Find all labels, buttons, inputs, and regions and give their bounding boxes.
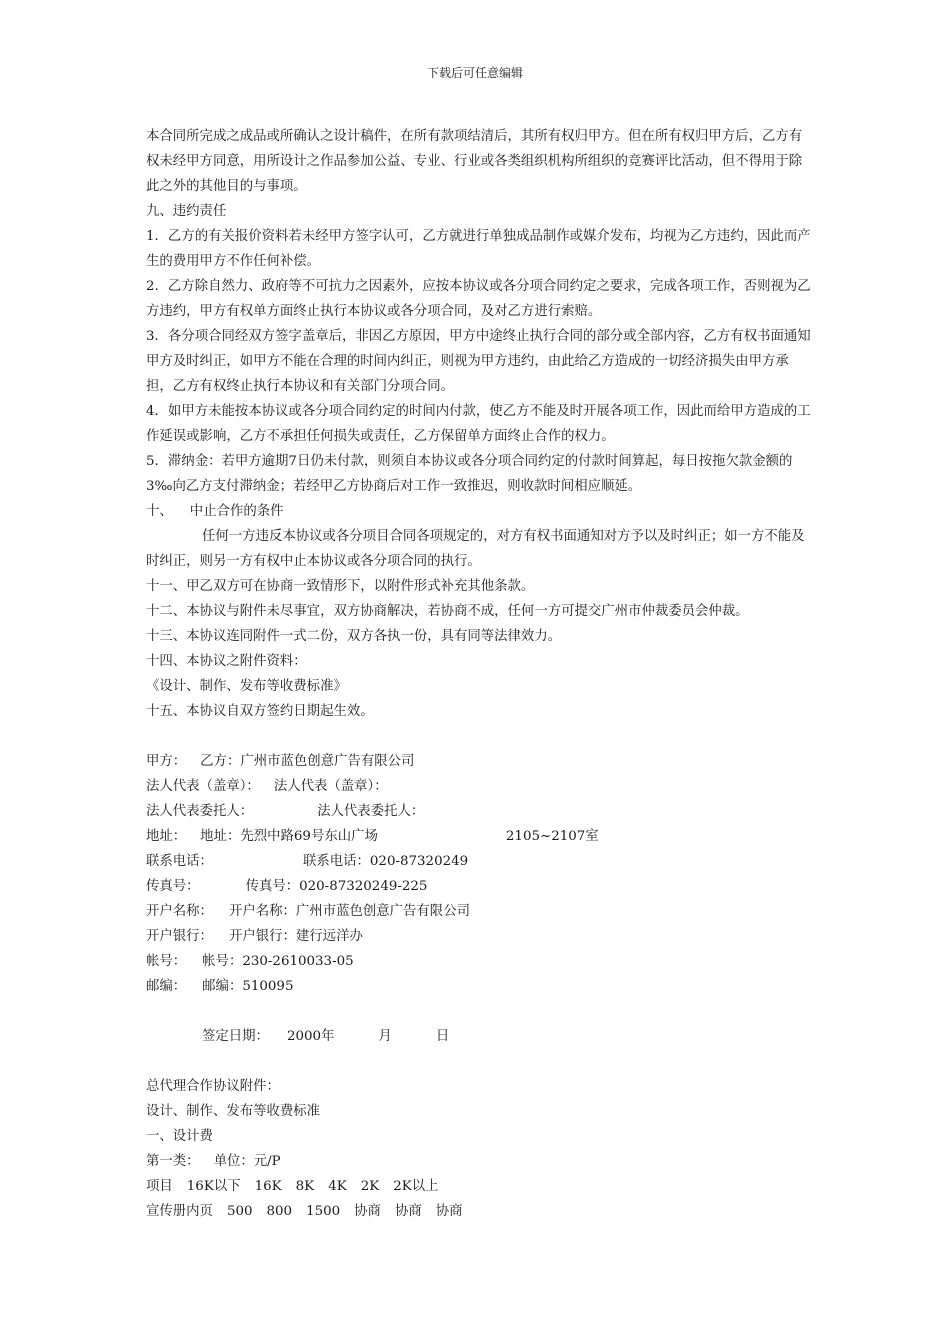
signing-year: 2000年: [286, 1029, 335, 1044]
section-10-text: 任何一方违反本协议或各分项目合同各项规定的，对方有权书面通知对方予以及时纠正；如一方不能及时纠正，则另一方有权中止本协议或各分项合同的执行。: [146, 529, 805, 569]
address-b-value: 地址：先烈中路69号东山广场: [200, 829, 378, 844]
header-cell-2k: 2K: [360, 1179, 380, 1194]
fax-row: [146, 874, 812, 899]
header-cell-over-2k: 2K以上: [393, 1179, 439, 1194]
breach-item-5: 5．滞纳金：若甲方逾期7日仍未付款，则须自本协议或各分项合同约定的付款时间算起，每日按拖欠款金额的3‰向乙方支付滞纳金；若经甲乙方协商后对工作一致推迟，则收款时间相应顺延。: [146, 454, 793, 494]
ownership-paragraph: 本合同所完成之成品或所确认之设计稿件，在所有款项结清后，其所有权归甲方。但在所有权归甲方后，乙方有权未经甲方同意，用所设计之作品参加公益、专业、行业或各类组织机构所组织的竞赛评比活动，但不得用于除此之外的其他目的与事项。: [146, 129, 803, 194]
section-15: 十五、本协议自双方签约日期起生效。: [146, 704, 374, 719]
rep-row: [146, 774, 812, 799]
signing-month: 月: [378, 1029, 392, 1044]
row-cell-over-2k: 协商: [435, 1204, 463, 1219]
agent-b-label: 法人代表委托人：: [317, 804, 425, 819]
account-number-b-value: 帐号：230-2610033-05: [202, 954, 354, 969]
annex-subtitle: 设计、制作、发布等收费标准: [146, 1104, 321, 1119]
account-number-row: [146, 949, 812, 974]
bank-b-value: 开户银行：建行远洋办: [228, 929, 363, 944]
row-cell-8k: 1500: [306, 1204, 341, 1219]
party-row: [146, 749, 812, 774]
section-10-heading: 十、 中止合作的条件: [146, 504, 284, 519]
row-cell-16k: 800: [266, 1204, 293, 1219]
signing-date-row: [146, 1024, 812, 1049]
header-cell-8k: 8K: [295, 1179, 315, 1194]
class-1-label: 第一类：: [146, 1154, 200, 1169]
breach-item-4: 4．如甲方未能按本协议或各分项合同约定的时间内付款，使乙方不能及时开展各项工作，因此而给甲方造成的工作延误或影响，乙方不承担任何损失或责任，乙方保留单方面终止合作的权力。: [146, 404, 811, 444]
bank-row: [146, 924, 812, 949]
signing-date-label: 签定日期：: [202, 1029, 269, 1044]
zip-a-label: 邮编：: [146, 979, 187, 994]
fax-b-value: 传真号：020-87320249-225: [245, 879, 428, 894]
rep-b-label: 法人代表（盖章）：: [273, 779, 388, 794]
row-cell-under-16k: 500: [226, 1204, 253, 1219]
breach-item-1: 1．乙方的有关报价资料若未经甲方签字认可，乙方就进行单独成品制作或媒介发布，均视为乙方违约，因此而产生的费用甲方不作任何补偿。: [146, 229, 811, 269]
party-b-name: 乙方：广州市蓝色创意广告有限公司: [200, 754, 415, 769]
tel-b-value: 联系电话：020-87320249: [302, 854, 469, 869]
tel-a-label: 联系电话：: [146, 854, 213, 869]
header-cell-16k: 16K: [254, 1179, 282, 1194]
breach-item-2: 2．乙方除自然力、政府等不可抗力之因素外，应按本协议或各分项合同约定之要求，完成各项工作，否则视为乙方违约，甲方有权单方面终止执行本协议或各分项合同，及对乙方进行索赔。: [146, 279, 811, 319]
fee-table-header: [146, 1174, 812, 1199]
section-14-attachment: 《设计、制作、发布等收费标准》: [146, 679, 347, 694]
unit-label: 单位：元/P: [213, 1154, 281, 1169]
fee-table-row: [146, 1199, 812, 1224]
agent-row: [146, 799, 812, 824]
section-14: 十四、本协议之附件资料：: [146, 654, 307, 669]
row-cell-2k: 协商: [394, 1204, 422, 1219]
header-cell-item: 项目: [146, 1179, 173, 1194]
party-a-label: 甲方：: [146, 754, 187, 769]
account-row: [146, 899, 812, 924]
bank-a-label: 开户银行：: [146, 929, 213, 944]
section-10-paragraph: [146, 524, 812, 574]
header-cell-4k: 4K: [328, 1179, 347, 1194]
fax-a-label: 传真号：: [146, 879, 200, 894]
zip-b-value: 邮编：510095: [202, 979, 294, 994]
address-room: 2105~2107室: [505, 829, 599, 844]
rep-a-label: 法人代表（盖章）：: [146, 779, 260, 794]
address-row: [146, 824, 812, 849]
signing-day: 日: [435, 1029, 450, 1044]
agent-a-label: 法人代表委托人：: [146, 804, 254, 819]
header-cell-under-16k: 16K以下: [186, 1179, 241, 1194]
account-number-a-label: 帐号：: [146, 954, 187, 969]
section-12: 十二、本协议与附件未尽事宜，双方协商解决，若协商不成，任何一方可提交广州市仲裁委员会仲裁。: [146, 604, 749, 619]
zip-row: [146, 974, 812, 999]
address-a-label: 地址：: [146, 829, 187, 844]
section-9-heading: 九、违约责任: [146, 204, 227, 219]
class-1-row: [146, 1149, 812, 1174]
section-11: 十一、甲乙双方可在协商一致情形下，以附件形式补充其他条款。: [146, 579, 535, 594]
annex-title: 总代理合作协议附件：: [146, 1079, 280, 1094]
tel-row: [146, 849, 812, 874]
design-fee-heading: 一、设计费: [146, 1129, 213, 1144]
page-header-note: 下载后可任意编辑: [426, 66, 523, 80]
section-13: 十三、本协议连同附件一式二份，双方各执一份，具有同等法律效力。: [146, 629, 562, 644]
account-b-value: 开户名称：广州市蓝色创意广告有限公司: [228, 904, 470, 919]
breach-item-3: 3．各分项合同经双方签字盖章后，非因乙方原因，甲方中途终止执行合同的部分或全部内容，乙方有权书面通知甲方及时纠正，如甲方不能在合理的时间内纠正，则视为甲方违约，由此给乙方造成的一切经济损失由甲方承担，乙方有权终止执行本协议和有关部门分项合同。: [146, 329, 811, 394]
contract-body: [146, 124, 812, 1224]
row-cell-4k: 协商: [354, 1204, 381, 1219]
account-a-label: 开户名称：: [146, 904, 213, 919]
row-cell-item: 宣传册内页: [146, 1204, 213, 1219]
